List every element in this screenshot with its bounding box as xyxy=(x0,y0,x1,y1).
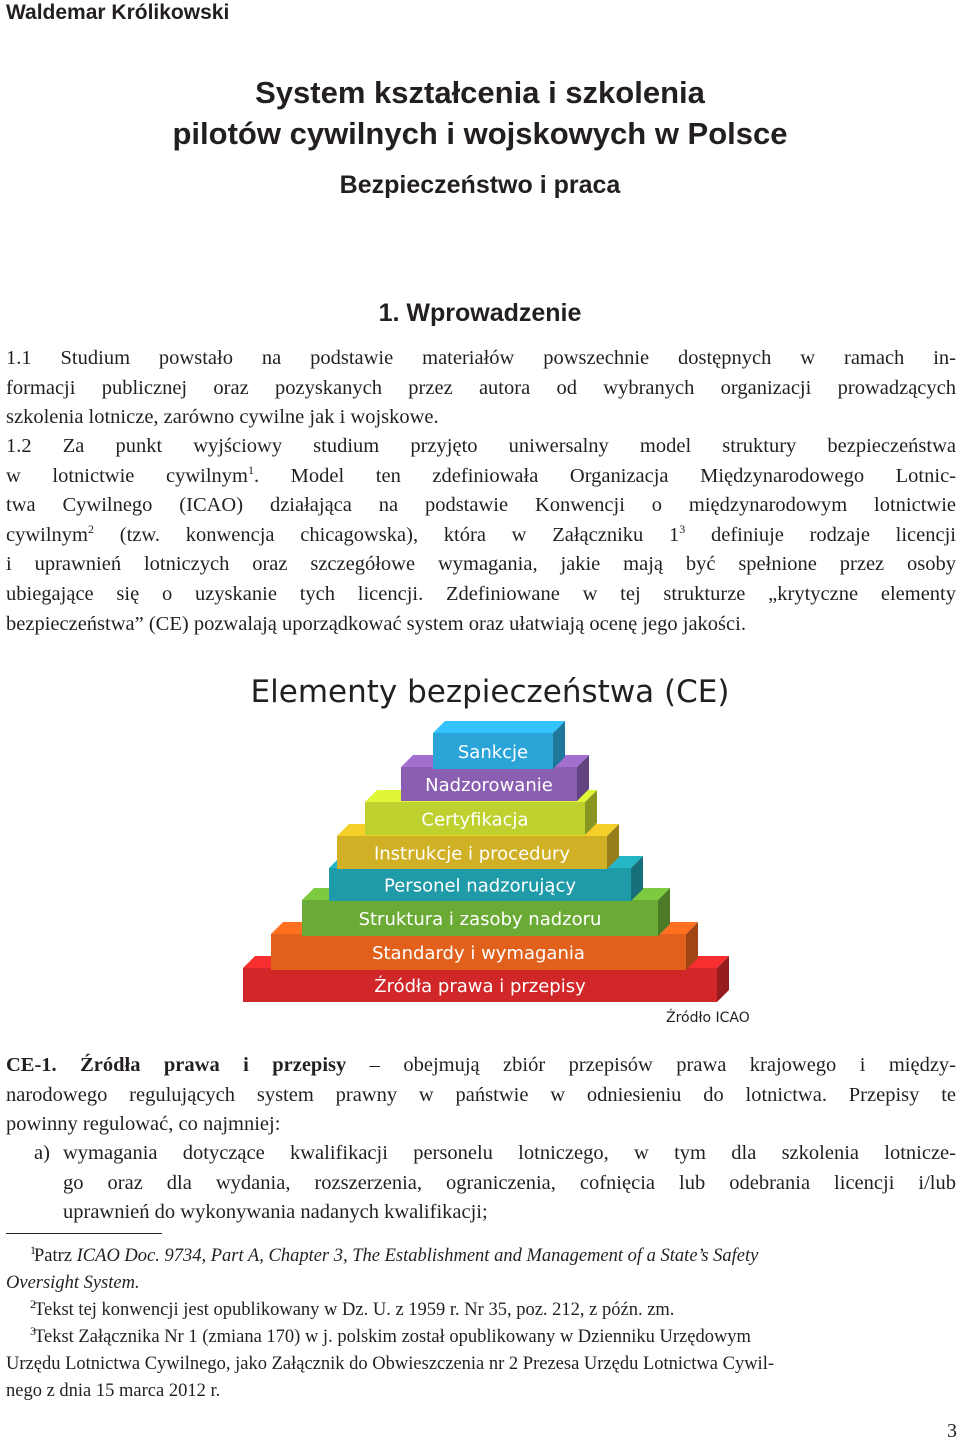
title-line-1: System kształcenia i szkolenia xyxy=(255,75,705,110)
list-marker: a) xyxy=(34,1142,50,1164)
paragraph-line: formacji publicznej oraz pozyskanych przez autora od wybranych organizacji prowadzących xyxy=(6,376,956,399)
paragraph-1-2 xyxy=(6,432,956,639)
title-line-2: pilotów cywilnych i wojskowych w Polsce xyxy=(172,116,788,151)
safety-elements-pyramid xyxy=(0,720,960,1030)
paragraph-line: narodowego regulujących system prawny w państwie w odniesieniu do lotnictwa. Przepisy te xyxy=(6,1083,956,1106)
list-line: wymagania dotyczące kwalifikacji personelu lotniczego, w tym dla szkolenia lotnicze- xyxy=(63,1142,956,1164)
text-run: Tekst tej konwencji jest opublikowany w Dz. U. z 1959 r. Nr 35, poz. 212, z późn. zm. xyxy=(34,1300,675,1320)
pyramid-level-label: Sankcje xyxy=(457,742,529,763)
ce-1-heading: CE-1. Źródła prawa i przepisy xyxy=(6,1054,347,1076)
footnote-1: 1Patrz ICAO Doc. 9734, Part A, Chapter 3, The Establishment and Management of a State’s Safety xyxy=(30,1242,759,1266)
section-heading: 1. Wprowadzenie xyxy=(378,299,582,327)
pyramid-level-label: Instrukcje i procedury xyxy=(373,843,571,865)
text-run: Tekst Załącznika Nr 1 (zmiana 170) w j. polskim został opublikowany w Dzienniku Urzędowym xyxy=(34,1327,751,1347)
document-subtitle: Bezpieczeństwo i praca xyxy=(339,171,621,199)
text-run: (tzw. konwencja chicagowska), która w Załączniku 1 xyxy=(94,523,680,546)
list-item-text xyxy=(63,1139,956,1228)
text-run: w lotnictwie cywilnym xyxy=(6,464,248,487)
pyramid-level-top-face xyxy=(433,721,565,733)
text-run: Patrz xyxy=(34,1246,77,1266)
figure-title: Elementy bezpieczeństwa (CE) xyxy=(250,674,730,710)
paragraph-line xyxy=(6,462,956,492)
citation-title: ICAO Doc. 9734, Part A, Chapter 3, The Establishment and Management of a State’s Safety xyxy=(76,1246,759,1266)
footnote-2: 2Tekst tej konwencji jest opublikowany w Dz. U. z 1959 r. Nr 35, poz. 212, z późn. zm. xyxy=(30,1296,675,1320)
footnote-1-cont xyxy=(6,1270,956,1297)
document-title xyxy=(0,72,960,154)
footnote-3-cont: Urzędu Lotnictwa Cywilnego, jako Załącznik do Obwieszczenia nr 2 Prezesa Urzędu Lotnictwa Cywil- xyxy=(6,1354,774,1374)
paragraph-line: bezpieczeństwa” (CE) pozwalają uporządkować system oraz ułatwiają ocenę jego jakości. xyxy=(6,612,746,635)
running-header-author: Waldemar Królikowski xyxy=(6,1,230,24)
paragraph-1-1 xyxy=(6,344,956,433)
text-run: – obejmują zbiór przepisów prawa krajowego i między- xyxy=(346,1054,957,1076)
paragraph-line: ubiegające się o uzyskanie tych licencji. Zdefiniowane w tej strukturze „krytyczne elementy xyxy=(6,582,956,605)
paragraph-ce-1 xyxy=(6,1051,956,1140)
paragraph-line: i uprawnień lotniczych oraz szczegółowe wymagania, jakie mają być spełnione przez osoby xyxy=(6,553,956,576)
pyramid-level-label: Personel nadzorujący xyxy=(384,875,576,897)
page-number: 3 xyxy=(947,1420,957,1442)
citation-title: Oversight System. xyxy=(6,1273,140,1293)
pyramid-level-label: Struktura i zasoby nadzoru xyxy=(358,909,602,930)
paragraph-line: 1.2 Za punkt wyjściowy studium przyjęto uniwersalny model struktury bezpieczeństwa xyxy=(6,435,956,457)
pyramid-level-label: Nadzorowanie xyxy=(425,775,553,796)
text-run: . Model ten zdefiniowała Organizacja Międzynarodowego Lotnic- xyxy=(253,464,956,487)
list-line: go oraz dla wydania, rozszerzenia, ograniczenia, cofnięcia lub odebrania licencji i/lub xyxy=(63,1171,956,1194)
text-run: definiuje rodzaje licencji xyxy=(685,523,956,546)
paragraph-line xyxy=(6,1051,956,1081)
pyramid-level-label: Źródła prawa i przepisy xyxy=(374,976,586,997)
paragraph-line: twa Cywilnego (ICAO) działająca na podstawie Konwencji o międzynarodowym lotnictwie xyxy=(6,494,956,517)
footnote-ref-2[interactable]: 2 xyxy=(88,521,94,536)
paragraph-line: powinny regulować, co najmniej: xyxy=(6,1113,281,1136)
pyramid-level-label: Certyfikacja xyxy=(421,809,529,831)
figure-source: Źródło ICAO xyxy=(666,1010,750,1026)
footnote-ref-1[interactable]: 1 xyxy=(247,462,254,477)
paragraph-line: 1.1 Studium powstało na podstawie materiałów powszechnie dostępnych w ramach in- xyxy=(6,347,956,369)
footnotes xyxy=(6,1243,956,1405)
list-line: uprawnień do wykonywania nadanych kwalifikacji; xyxy=(63,1201,488,1224)
pyramid-levels xyxy=(243,721,729,1002)
footnote-ref-3[interactable]: 3 xyxy=(679,521,686,536)
footnote-3: 3Tekst Załącznika Nr 1 (zmiana 170) w j. polskim został opublikowany w Dzienniku Urzędowym xyxy=(30,1323,751,1347)
footnote-3-cont: nego z dnia 15 marca 2012 r. xyxy=(6,1381,221,1401)
pyramid-level xyxy=(433,721,565,769)
footnote-separator xyxy=(6,1233,162,1234)
paragraph-line xyxy=(6,521,956,551)
pyramid-level-label: Standardy i wymagania xyxy=(372,943,585,964)
paragraph-line: szkolenia lotnicze, zarówno cywilne jak i wojskowe. xyxy=(6,406,439,429)
text-run: cywilnym xyxy=(6,523,88,546)
